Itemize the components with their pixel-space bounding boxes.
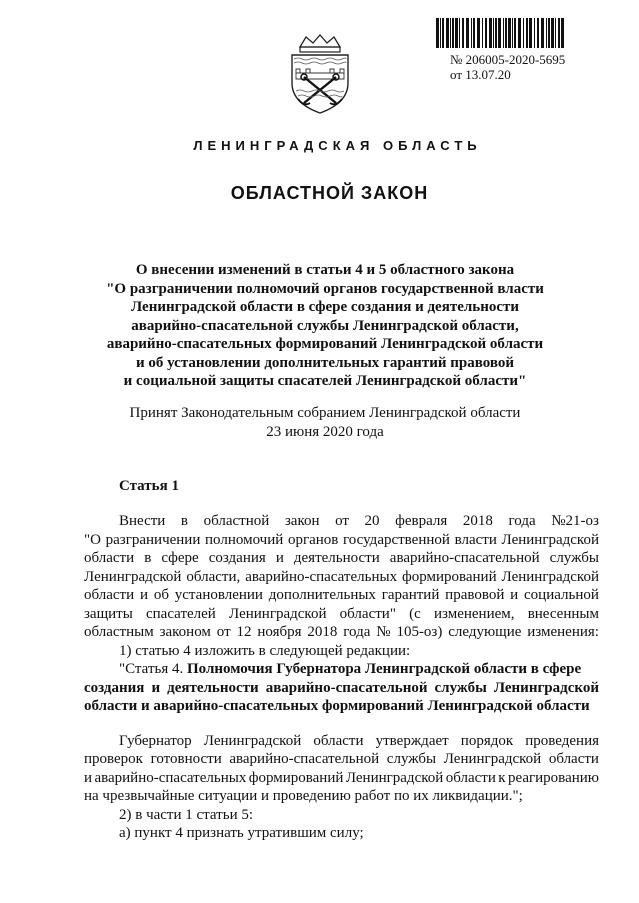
article-4-title-line: [84, 697, 599, 716]
word: спасателей: [145, 605, 216, 622]
word: и: [275, 550, 284, 566]
word: Ленинградской: [443, 751, 542, 767]
word: 105-оз): [396, 624, 443, 640]
word: полномочий: [205, 531, 284, 548]
word: "О: [84, 531, 101, 548]
word: областным: [84, 624, 154, 640]
word: гарантий: [381, 587, 440, 603]
word: области: [313, 732, 364, 749]
word: службы: [386, 751, 437, 767]
word: Ленинградской: [203, 732, 302, 749]
word: внесенным: [527, 605, 599, 622]
word: 12: [236, 624, 252, 640]
word: органов: [287, 531, 339, 548]
word: и: [84, 769, 93, 786]
word: к: [498, 769, 506, 786]
subject-line: "О разграничении полномочий органов государственной власти: [106, 280, 544, 297]
word: изменением,: [433, 605, 515, 622]
word: (с: [409, 605, 421, 622]
law-title: ОБЛАСТНОЙ ЗАКОН: [230, 183, 429, 203]
word: Ленинградской: [501, 531, 599, 548]
subject-line: аварийно-спасательной службы Ленинградской области,: [131, 317, 519, 334]
list-item: [84, 806, 599, 825]
item-2a-text: а) пункт 4 признать утратившим силу;: [119, 825, 364, 841]
word: области: [445, 769, 496, 786]
word: установлении: [174, 587, 263, 603]
subject-line: и об установлении дополнительных гарантий правовой: [136, 354, 514, 371]
word: власти: [454, 531, 497, 548]
registration-block: [450, 52, 565, 82]
article-4-heading-line: [84, 660, 599, 679]
word: Ленинградской: [493, 679, 599, 696]
word: создания: [208, 550, 266, 566]
word: законом: [159, 624, 211, 640]
article-4-title: Полномочия Губернатора Ленинградской области в сфере: [186, 661, 582, 677]
paragraph-line: [84, 732, 599, 751]
paragraph-line: [84, 531, 599, 550]
item-2-text: 2) в части 1 статьи 5:: [119, 806, 254, 823]
word: Ленинградской: [229, 605, 327, 622]
word: об: [153, 587, 169, 603]
word: готовности: [150, 751, 222, 767]
word: создания: [84, 679, 145, 696]
paragraph-line: [84, 549, 599, 568]
paragraph-line: [84, 605, 599, 624]
word: области: [548, 751, 599, 767]
law-subject: [60, 261, 590, 391]
word: дополнительных: [268, 587, 376, 603]
paragraph-line: [84, 586, 599, 605]
word: Губернатор: [119, 732, 192, 749]
word: 2018: [307, 624, 338, 640]
word: аварийно-спасательной: [229, 751, 380, 767]
word: проверок: [84, 751, 143, 767]
word: аварийно-спасательных: [94, 769, 247, 786]
word: и: [139, 587, 148, 603]
word: сфере: [161, 550, 199, 566]
word: Ленинградской: [84, 568, 182, 585]
word: от: [335, 513, 349, 529]
paragraph-line: [84, 750, 599, 769]
adoption-line: Принят Законодательным собранием Ленинградской области: [129, 405, 521, 421]
word: службы: [549, 550, 599, 566]
word: ноября: [257, 624, 302, 640]
subject-line: аварийно-спасательных формирований Ленинградской области: [106, 336, 544, 352]
word: проведения: [525, 732, 599, 749]
word: области: [84, 550, 135, 566]
word: защиты: [84, 605, 133, 622]
word: закон: [284, 513, 320, 529]
article-4-title-line: [84, 679, 599, 698]
word: формирований: [401, 568, 497, 585]
word: года: [343, 624, 371, 640]
barcode: [436, 18, 566, 48]
word: деятельности: [293, 550, 380, 566]
word: 2018: [462, 513, 493, 529]
word: изменения:: [527, 624, 599, 640]
word: формирований: [248, 769, 344, 786]
word: года: [508, 513, 536, 529]
word: порядок: [460, 732, 514, 749]
article-1-body: [84, 512, 599, 843]
word: и: [151, 679, 161, 696]
list-item: [84, 642, 599, 661]
subject-line: О внесении изменений в статьи 4 и 5 областного закона: [135, 262, 515, 278]
word: следующие: [448, 624, 522, 640]
list-item: [84, 824, 599, 843]
paragraph-line: [84, 769, 599, 788]
word: Ленинградской: [345, 769, 444, 786]
word: и: [510, 587, 519, 603]
adoption-date: 23 июня 2020 года: [266, 423, 384, 440]
paragraph-line: [84, 623, 599, 642]
word: аварийно-спасательной: [265, 679, 428, 696]
registration-number: № 206005-2020-5695: [450, 52, 566, 67]
word: области": [339, 605, 396, 622]
subject-line: и социальной защиты спасателей Ленинградской области": [123, 373, 527, 389]
word: области,: [186, 568, 241, 585]
word: в: [180, 513, 188, 529]
word: государственной: [343, 531, 450, 548]
line-text: области и аварийно-спасательных формирований Ленинградской области: [84, 698, 590, 714]
word: разграничении: [105, 531, 201, 548]
word: деятельности: [167, 679, 259, 696]
registration-date: от 13.07.20: [450, 67, 511, 82]
word: аварийно-спасательных: [245, 568, 398, 585]
word: в: [144, 550, 152, 566]
article-1-heading: Статья 1: [119, 478, 179, 494]
word: 20: [364, 513, 380, 529]
word: от: [216, 624, 231, 640]
word: правовой: [445, 587, 505, 603]
paragraph-line: [84, 568, 599, 587]
word: Ленинградской: [501, 568, 599, 585]
word: февраля: [395, 513, 448, 529]
word: №: [376, 624, 391, 640]
subject-line: Ленинградской области в сфере создания и деятельности: [130, 299, 520, 315]
word: социальной: [524, 587, 599, 603]
word: утверждает: [375, 732, 449, 749]
word: Внести: [119, 513, 166, 529]
item-1-text: 1) статью 4 изложить в следующей редакции:: [119, 642, 411, 659]
word: областной: [203, 513, 270, 529]
word: реагированию: [508, 769, 599, 786]
region-name: ЛЕНИНГРАДСКАЯ ОБЛАСТЬ: [193, 138, 482, 153]
word: №21-оз: [551, 513, 599, 529]
paragraph-line: [84, 512, 599, 531]
adoption-note: [60, 404, 590, 441]
coat-of-arms-emblem: [286, 33, 354, 115]
paragraph-line: [84, 787, 599, 806]
word: области: [84, 587, 135, 603]
word: аварийно-спасательной: [389, 550, 540, 566]
article-4-prefix: "Статья 4.: [119, 661, 184, 677]
word: службы: [434, 679, 487, 696]
line-text: на чрезвычайные ситуации и проведению работ по их ликвидации.";: [84, 788, 523, 804]
